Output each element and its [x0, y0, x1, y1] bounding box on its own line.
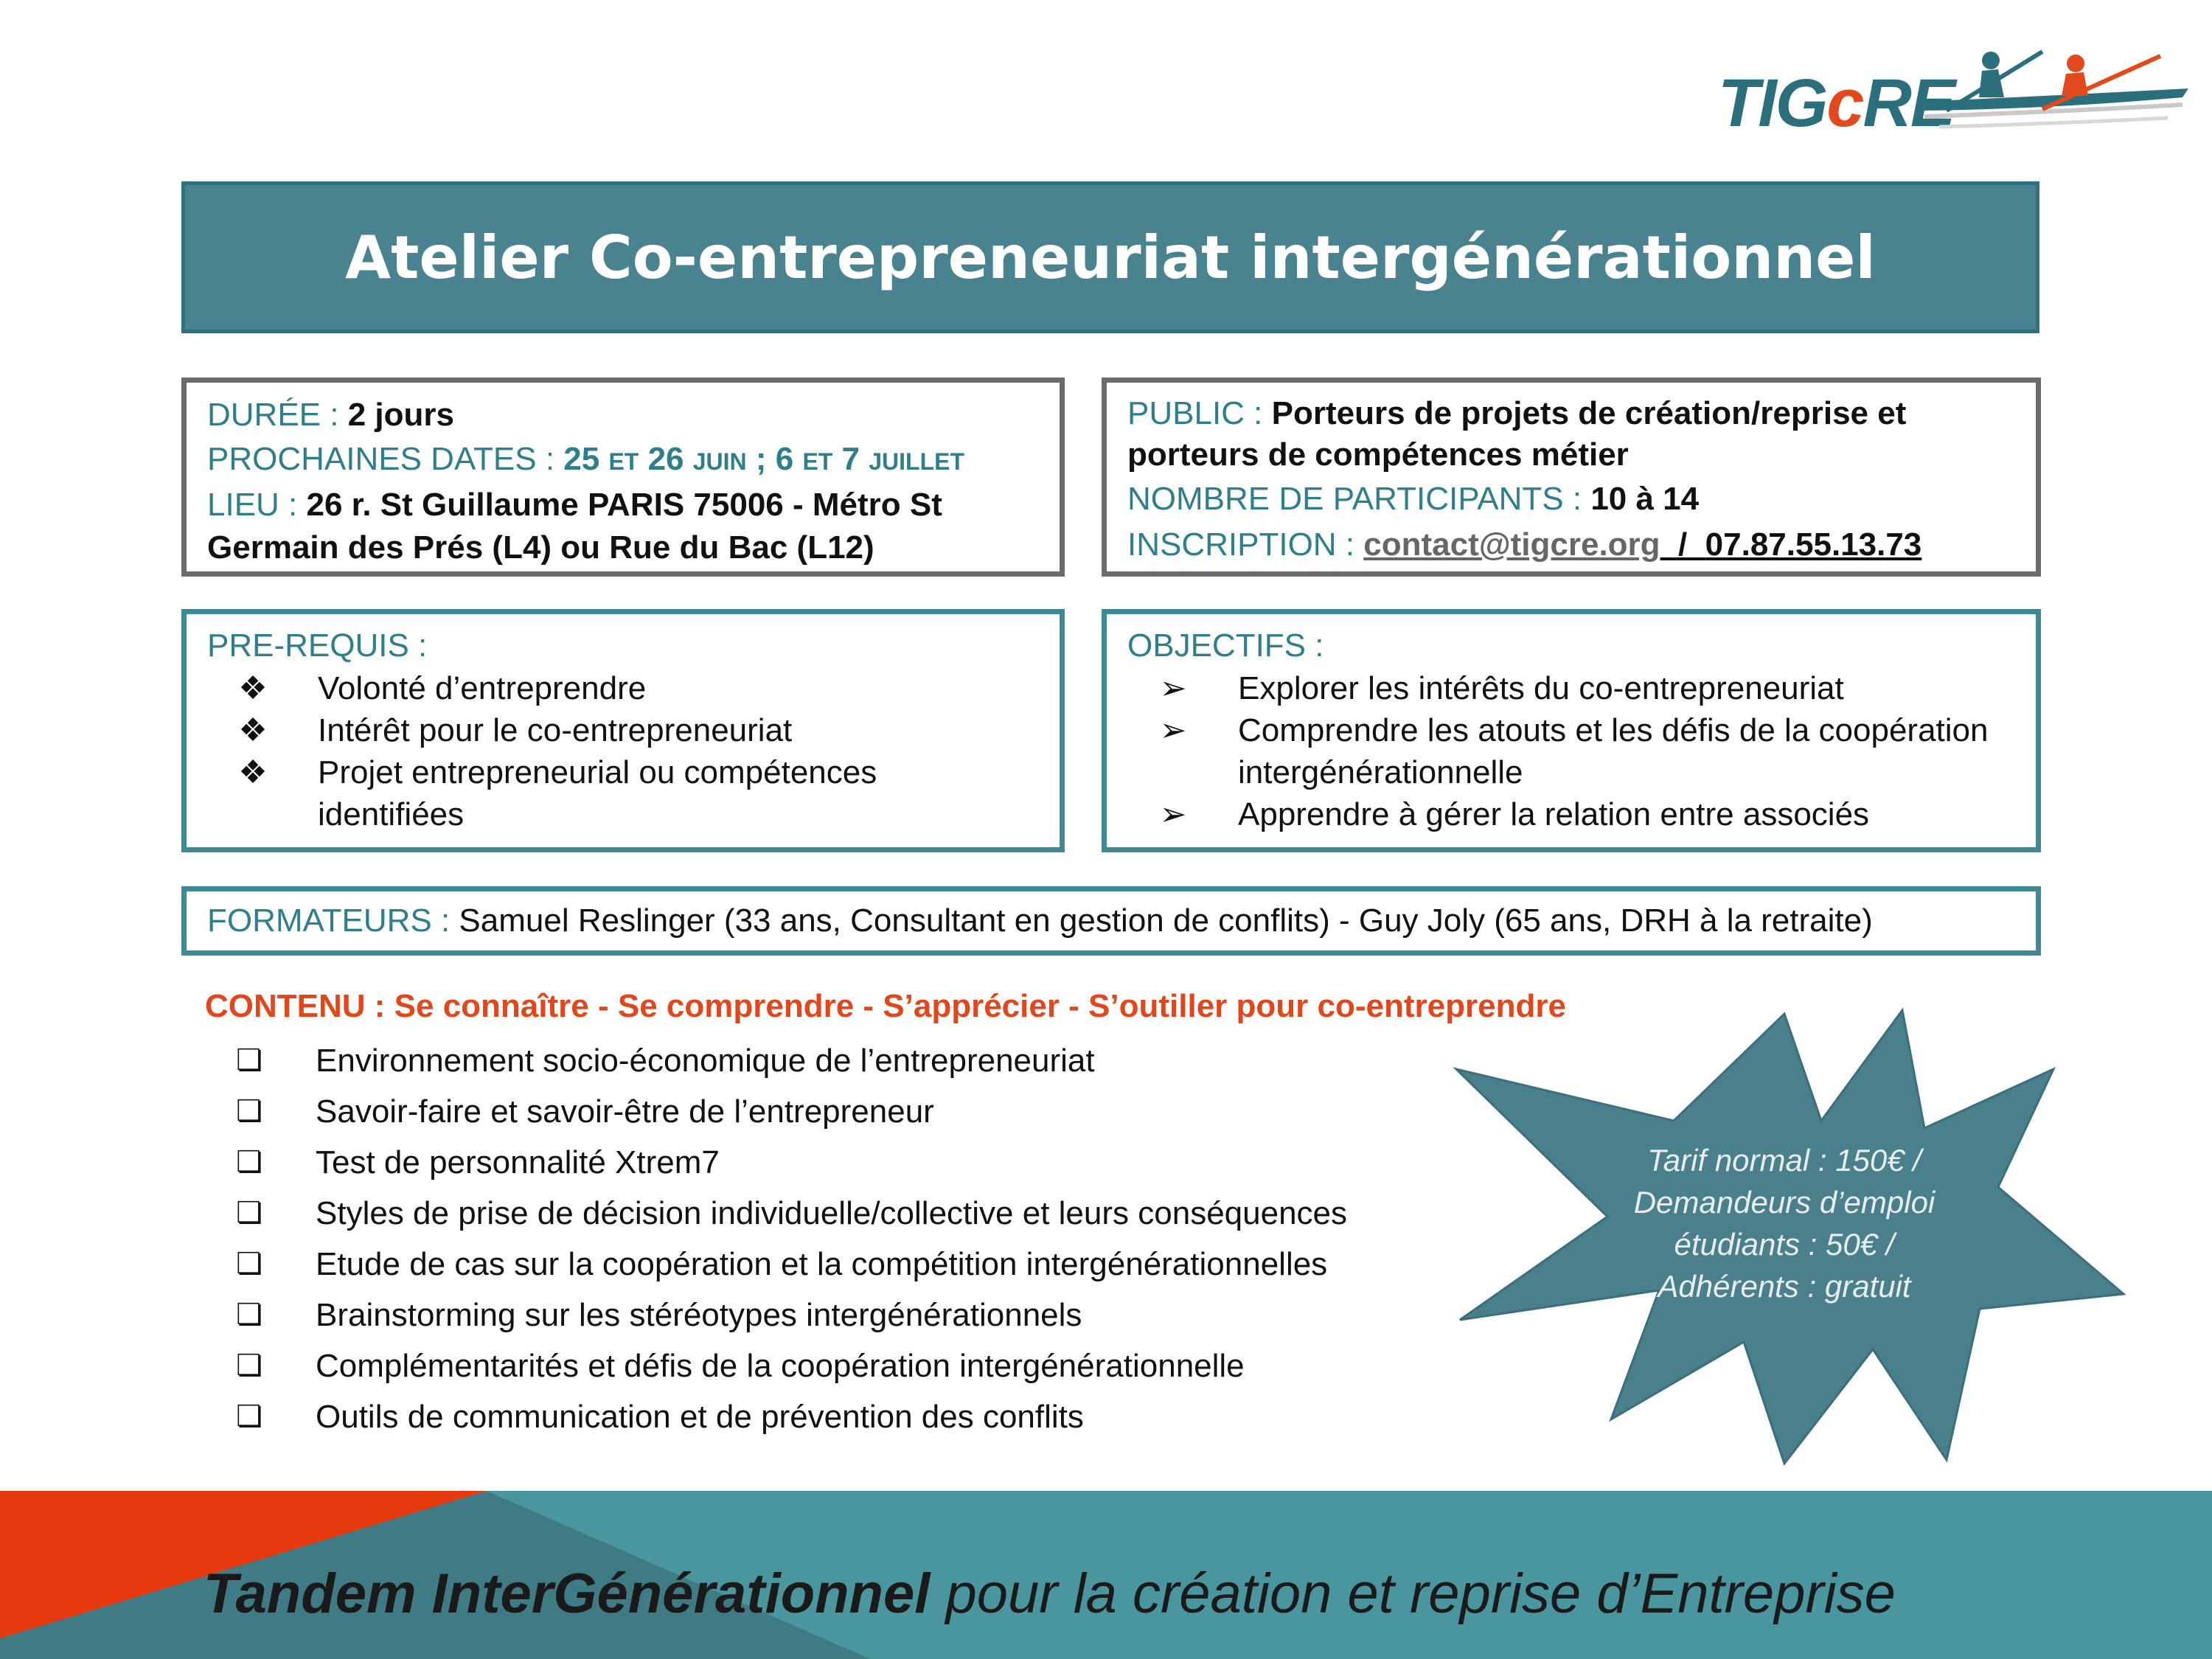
list-item: ❖ Volonté d’entreprendre: [207, 667, 1039, 709]
prerequis-title: PRE-REQUIS :: [207, 627, 428, 664]
list-item: ❏ Savoir-faire et savoir-être de l’entrepreneur: [205, 1086, 1347, 1137]
list-item: ➢ Explorer les intérêts du co-entrepreneuriat: [1127, 667, 2015, 709]
prerequis-box: [181, 609, 1065, 852]
lieu-line: LIEU : 26 r. St Guillaume PARIS 75006 - Métro St Germain des Prés (L4) ou Rue du Bac (L12): [207, 487, 942, 566]
formateurs-box: FORMATEURS : Samuel Reslinger (33 ans, Consultant en gestion de conflits) - Guy Joly (65 ans, DRH à la retraite): [181, 886, 2041, 956]
list-item: ❏ Etude de cas sur la coopération et la compétition intergénérationnelles: [205, 1239, 1347, 1290]
email-link[interactable]: contact@tigcre.org: [1363, 526, 1660, 563]
participants-line: NOMBRE DE PARTICIPANTS : 10 à 14: [1127, 481, 1700, 517]
phone-link[interactable]: 07.87.55.13.73: [1705, 526, 1922, 563]
inscription-line: INSCRIPTION : contact@tigcre.org / 07.87.55.13.73: [1127, 526, 1922, 563]
checkbox-bullet-icon: ❏: [236, 1298, 262, 1331]
public-line: PUBLIC : Porteurs de projets de création/reprise et porteurs de compétences métier: [1127, 395, 1907, 473]
info-box-right: [1102, 378, 2041, 577]
arrow-bullet-icon: ➢: [1159, 796, 1187, 832]
objectifs-box: [1102, 609, 2041, 852]
list-item: ❏ Complémentarités et défis de la coopération intergénérationnelle: [205, 1340, 1347, 1391]
contenu-title: CONTENU : Se connaître - Se comprendre - S’apprécier - S’outiller pour co-entreprendre: [205, 988, 1566, 1024]
title-banner: [181, 181, 2039, 333]
list-item: ❏ Environnement socio-économique de l’entrepreneuriat: [205, 1035, 1347, 1086]
price-text: Tarif normal : 150€ / Demandeurs d’emploi étudiants : 50€ / Adhérents : gratuit: [1633, 1143, 1935, 1304]
checkbox-bullet-icon: ❏: [236, 1349, 262, 1382]
diamond-bullet-icon: ❖: [238, 754, 268, 790]
tigcre-logo: [1718, 37, 2190, 147]
checkbox-bullet-icon: ❏: [236, 1146, 262, 1178]
checkbox-bullet-icon: ❏: [236, 1400, 262, 1433]
list-item: ❏ Styles de prise de décision individuelle/collective et leurs conséquences: [205, 1188, 1347, 1239]
footer-tagline: Tandem InterGénérationnel pour la création et reprise d’Entreprise: [204, 1562, 1896, 1625]
arrow-bullet-icon: ➢: [1159, 670, 1187, 706]
checkbox-bullet-icon: ❏: [236, 1248, 262, 1280]
diamond-bullet-icon: ❖: [238, 712, 268, 748]
list-item: ❖ Intérêt pour le co-entrepreneuriat: [207, 709, 1039, 751]
info-box-left: [181, 378, 1065, 577]
objectifs-title: OBJECTIFS :: [1127, 627, 1324, 664]
logo-wordmark: TIGcRE: [1718, 66, 1955, 141]
list-item: ➢ Comprendre les atouts et les défis de la coopération intergénérationnelle: [1127, 709, 2015, 793]
checkbox-bullet-icon: ❏: [236, 1095, 262, 1127]
list-item: ❖ Projet entrepreneurial ou compétences identifiées: [207, 751, 1039, 835]
list-item: ❏ Outils de communication et de prévention des conflits: [205, 1391, 1347, 1442]
contenu-list: [205, 1035, 1347, 1442]
diamond-bullet-icon: ❖: [238, 670, 268, 706]
duree-line: DURÉE : 2 jours: [207, 397, 454, 433]
list-item: ❏ Test de personnalité Xtrem7: [205, 1137, 1347, 1188]
list-item: ❏ Brainstorming sur les stéréotypes intergénérationnels: [205, 1290, 1347, 1340]
arrow-bullet-icon: ➢: [1159, 712, 1187, 748]
kayak-rowers-icon: [1917, 44, 2190, 147]
dates-line: PROCHAINES DATES : 25 ET 26 JUIN ; 6 ET 7 JUILLET: [207, 441, 965, 477]
list-item: ➢ Apprendre à gérer la relation entre associés: [1127, 793, 2015, 835]
checkbox-bullet-icon: ❏: [236, 1044, 262, 1077]
page-title: Atelier Co-entrepreneuriat intergénérationnel: [345, 223, 1876, 292]
checkbox-bullet-icon: ❏: [236, 1197, 262, 1229]
